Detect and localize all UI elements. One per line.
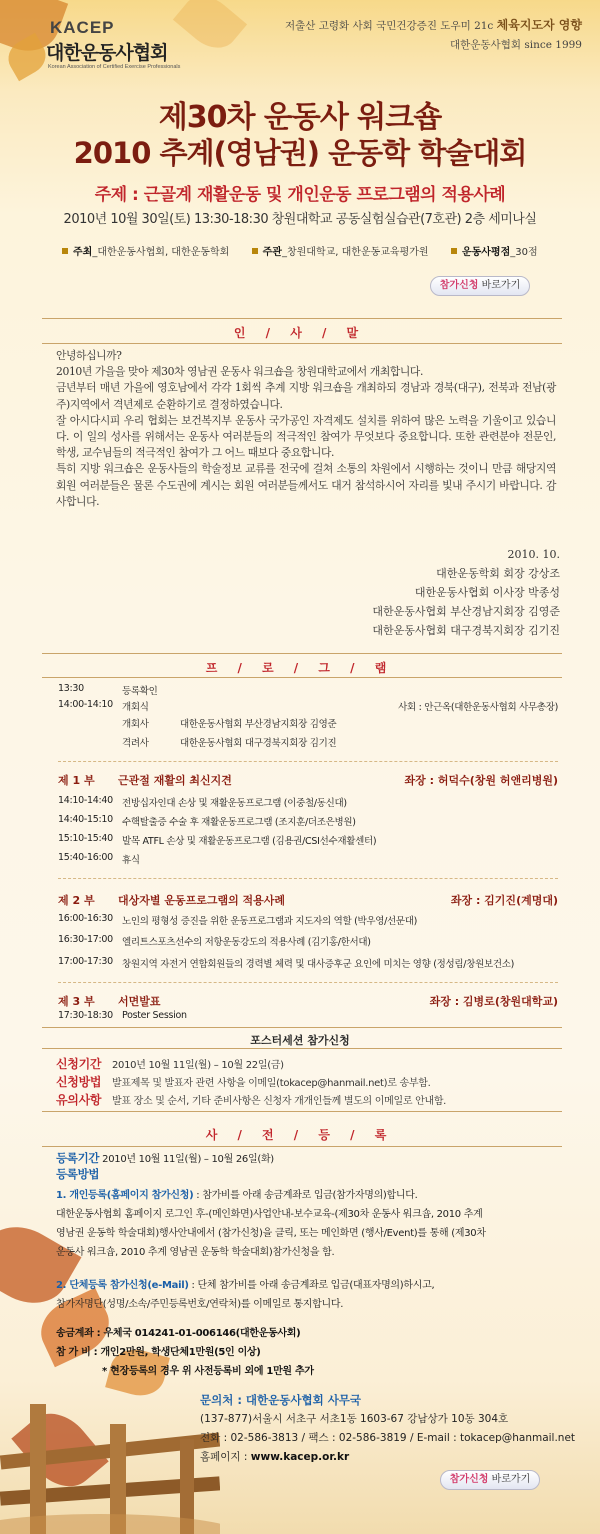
- registration-period-value: 2010년 10월 11일(월) – 10월 26일(화): [102, 1154, 274, 1165]
- program-item: 전방십자인대 손상 및 재활운동프로그램 (이중철/동신대): [122, 798, 347, 809]
- organizer-label: 주관: [262, 247, 282, 258]
- apply-shortcut-button-bottom[interactable]: [440, 1470, 540, 1490]
- apply-label: 참가신청: [439, 280, 479, 291]
- signer: 대한운동사협회 부산경남지회장 김영준: [372, 605, 560, 618]
- program-title: 프 / 로 / 그 / 램: [205, 661, 395, 675]
- organizer-value: _창원대학교, 대한운동교육평가원: [281, 247, 429, 258]
- tagline-highlight: 체육지도자 영향: [496, 18, 582, 32]
- signer: 대한운동사협회 대구경북지회장 김기진: [372, 624, 560, 637]
- individual-line: 운동사 워크숍, 2010 추계 영남권 운동학 학술대회)참가신청을 함.: [56, 1247, 335, 1258]
- program-time: 15:40-16:00: [58, 852, 113, 863]
- registration-method: [56, 1166, 99, 1182]
- poster-row: [56, 1091, 446, 1108]
- program-time: 15:10-15:40: [58, 833, 113, 844]
- tagline-prefix: 저출산 고령화 사회 국민건강증진 도우미 21c: [284, 20, 494, 32]
- since-text: 대한운동사협회 since 1999: [449, 39, 582, 51]
- program-item: 창원지역 자전거 연합회원들의 경력별 체력 및 대사증후군 요인에 미치는 영향 (정성림/창원보건소): [122, 959, 514, 970]
- program-time: 17:30-18:30: [58, 1010, 113, 1021]
- score-value: _30점: [510, 247, 538, 258]
- registration-method-label: 등록방법: [56, 1167, 100, 1181]
- onsite-note: [102, 1362, 314, 1377]
- part-header: [58, 993, 558, 1009]
- event-datetime-venue: 2010년 10월 30일(토) 13:30-18:30 창원대학교 공동실험실습관(7호관) 2층 세미나실: [63, 212, 537, 227]
- group-line: : 단체 참가비를 아래 송금계좌로 입금(대표자명의)하시고,: [188, 1280, 435, 1291]
- main-title-line2: 2010 추계(영남권) 운동학 학술대회: [73, 136, 527, 170]
- signature-block: [372, 545, 560, 640]
- greeting-title: 인 / 사 / 말: [233, 326, 367, 340]
- greeting-paragraph: 2010년 가을을 맞아 제30차 영남권 운동사 워크숍을 창원대학교에서 개최합니다.: [56, 365, 423, 379]
- part-label: 제 1 부: [58, 774, 95, 787]
- bank-account: [56, 1324, 300, 1339]
- program-person: 대한운동사협회 대구경북지회장 김기진: [180, 738, 337, 749]
- part-label: 제 2 부: [58, 894, 95, 907]
- onsite-note-text: * 현장등록의 경우 위 사전등록비 외에 1만원 추가: [102, 1366, 314, 1377]
- individual-line: 대한운동사협회 홈페이지 로그인 후-(메인화면)사업안내-보수교육-(제30차 운동사 워크숍, 2010 추계: [56, 1209, 483, 1220]
- apply-label: 참가신청: [449, 1474, 489, 1485]
- part-chair: 좌장 : 김병로(창원대학교): [429, 995, 558, 1008]
- poster-row-value: 발표 장소 및 순서, 기타 준비사항은 신청자 개개인들께 별도의 이메일로 안내함.: [112, 1096, 447, 1107]
- poster-row-key: 유의사항: [56, 1093, 102, 1107]
- tagline: [285, 16, 582, 55]
- registration-period: [56, 1150, 274, 1166]
- homepage-label: 홈페이지 :: [200, 1451, 251, 1463]
- program-time: 16:00-16:30: [58, 913, 113, 924]
- fee: [56, 1343, 261, 1358]
- program-item: Poster Session: [122, 1010, 187, 1021]
- part-topic: 서면발표: [118, 995, 161, 1008]
- program-time: 17:00-17:30: [58, 956, 113, 967]
- part-label: 제 3 부: [58, 995, 95, 1008]
- part-header: [58, 772, 558, 788]
- program-person: 대한운동사협회 부산경남지회장 김영준: [180, 719, 337, 730]
- part-topic: 대상자별 운동프로그램의 적용사례: [118, 894, 286, 907]
- program-role: 개회사: [122, 719, 149, 730]
- contact-homepage: [200, 1449, 349, 1464]
- divider: [42, 677, 562, 678]
- contact-title-text: 문의처 : 대한운동사협회 사무국: [200, 1393, 362, 1407]
- logo-english-name: Korean Association of Certified Exercise Professionals: [48, 64, 181, 70]
- greeting-paragraph: 특히 지방 워크숍은 운동사들의 학술정보 교류를 전국에 걸쳐 소통의 차원에서 시행하는 것이니 만큼 해당지역 회원 여러분들은 물론 수도권에 계시는 회원 여러분들께서도 대거 참석하시어 자리를 빛내 주시기 바랍니다. 감사합니다.: [56, 462, 556, 508]
- part-chair: 좌장 : 김기진(계명대): [450, 894, 558, 907]
- bank-account-text: 송금계좌 : 우체국 014241-01-006146(대한운동사회): [56, 1328, 301, 1339]
- program-time: 14:40-15:10: [58, 814, 113, 825]
- divider: [42, 1048, 562, 1049]
- program-time: 16:30-17:00: [58, 934, 113, 945]
- apply-rest-label: 바로가기: [478, 280, 521, 291]
- poster-row-value: 2010년 10월 11일(월) – 10월 22일(금): [112, 1060, 284, 1071]
- apply-rest-label: 바로가기: [488, 1474, 531, 1485]
- program-time: 14:10-14:40: [58, 795, 113, 806]
- logo-kacep[interactable]: [50, 18, 115, 38]
- poster-section-title: 포스터세션 참가신청: [250, 1034, 350, 1047]
- host-value: _대한운동사협회, 대한운동학회: [92, 247, 230, 258]
- program-item: 등록확인: [122, 686, 158, 697]
- divider: [58, 982, 558, 983]
- divider: [58, 761, 558, 762]
- greeting-paragraph: 금년부터 매년 가을에 영호남에서 각각 1회씩 추계 지방 워크숍을 개최하되 경남과 경북(대구), 전북과 전남(광주)지역에서 격년제로 순환하기로 결정하였습니다.: [56, 381, 556, 411]
- program-item: 수핵탈출증 수술 후 재활운동프로그램 (조지훈/더조은병원): [122, 817, 356, 828]
- divider: [42, 1027, 562, 1028]
- signer: 대한운동학회 회장 강상조: [436, 567, 560, 580]
- apply-shortcut-button-top[interactable]: [430, 276, 530, 296]
- bullet-square-icon: [62, 248, 68, 254]
- individual-registration: [56, 1186, 418, 1201]
- main-title-line1: 제30차 운동사 워크숍: [158, 100, 442, 135]
- bullet-square-icon: [252, 248, 258, 254]
- divider: [42, 1111, 562, 1112]
- bullet-square-icon: [451, 248, 457, 254]
- group-registration: [56, 1276, 434, 1291]
- contact-address: (137-877)서울시 서초구 서초1동 1603-67 강남상가 10동 304호: [200, 1413, 509, 1425]
- poster-row: [56, 1055, 284, 1072]
- part-header: [58, 892, 558, 908]
- program-time: 14:00-14:10: [58, 699, 113, 710]
- part-topic: 근관절 재활의 최신지견: [118, 774, 232, 787]
- part-chair: 좌장 : 허덕수(창원 허앤리병원): [404, 774, 558, 787]
- header: [0, 0, 600, 100]
- logo-text: KACEP: [50, 18, 115, 37]
- signer: 대한운동사협회 이사장 박종성: [414, 586, 560, 599]
- registration-title: 사 / 전 / 등 / 록: [205, 1128, 395, 1142]
- greeting-paragraph: 잘 아시다시피 우리 협회는 보건복지부 운동사 국가공인 자격제도 설치를 위하여 많은 노력을 기울이고 있습니다. 이 일의 성사를 위해서는 운동사 여러분들의 적극적인 참여가 무엇보다 중요합니다. 또한 관련분야 전문인, 학생, 교수님들의 적극적인 참여가 그 어느 때보다 중요합니다.: [56, 413, 556, 460]
- greeting-paragraph: 안녕하십니까?: [56, 349, 122, 362]
- divider: [42, 318, 562, 319]
- divider: [58, 878, 558, 879]
- organizers-row: [62, 243, 538, 258]
- contact-phone: 전화 : 02-586-3813 / 팩스 : 02-586-3819 / E-mail : tokacep@hanmail.net: [200, 1432, 576, 1444]
- poster-row: [56, 1073, 430, 1090]
- greeting-body: [56, 348, 556, 510]
- poster-row-value: 발표제목 및 발표자 관련 사항을 이메일(tokacep@hanmail.net)로 송부함.: [112, 1078, 431, 1089]
- program-item: 발목 ATFL 손상 및 재활운동프로그램 (김용권/CSI선수재활센터): [122, 836, 377, 847]
- host-label: 주최: [73, 247, 93, 258]
- fee-text: 참 가 비 : 개인2만원, 학생단체1만원(5인 이상): [56, 1347, 261, 1358]
- program-item: 휴식: [122, 855, 140, 866]
- homepage-link[interactable]: www.kacep.or.kr: [250, 1451, 350, 1463]
- contact-title: [200, 1392, 361, 1408]
- program-item: 엘리트스포츠선수의 저항운동강도의 적용사례 (김기홍/한서대): [122, 937, 371, 948]
- program-note: 사회 : 안근옥(대한운동사협회 사무총장): [398, 702, 558, 713]
- divider: [42, 653, 562, 654]
- divider: [42, 1146, 562, 1147]
- program-item: 개회식: [122, 702, 149, 713]
- group-label: 2. 단체등록 참가신청(e-Mail): [56, 1280, 189, 1291]
- program-time: 13:30: [58, 683, 84, 694]
- program-role: 격려사: [122, 738, 149, 749]
- individual-line: 영남권 운동학 학술대회)행사안내에서 (참가신청)을 클릭, 또는 메인화면 (행사/Event)를 통해 (제30차: [56, 1228, 486, 1239]
- individual-line: : 참가비를 아래 송금계좌로 입금(참가자명의)합니다.: [193, 1190, 418, 1201]
- individual-label: 1. 개인등록(홈페이지 참가신청): [56, 1190, 194, 1201]
- divider: [42, 343, 562, 344]
- program-item: 노인의 평형성 증진을 위한 운동프로그램과 지도자의 역할 (박우영/선문대): [122, 916, 418, 927]
- poster-row-key: 신청기간: [56, 1057, 102, 1071]
- group-line: 참가자명단(성명/소속/주민등록번호/연락처)를 이메일로 통지합니다.: [56, 1299, 344, 1310]
- greeting-date: 2010. 10.: [507, 548, 560, 561]
- logo-name: 대한운동사협회: [46, 42, 168, 64]
- registration-period-label: 등록기간: [56, 1151, 100, 1165]
- score-label: 운동사평점: [461, 247, 511, 258]
- subject-title: 주제 : 근골계 재활운동 및 개인운동 프로그램의 적용사례: [94, 185, 506, 205]
- poster-row-key: 신청방법: [56, 1075, 102, 1089]
